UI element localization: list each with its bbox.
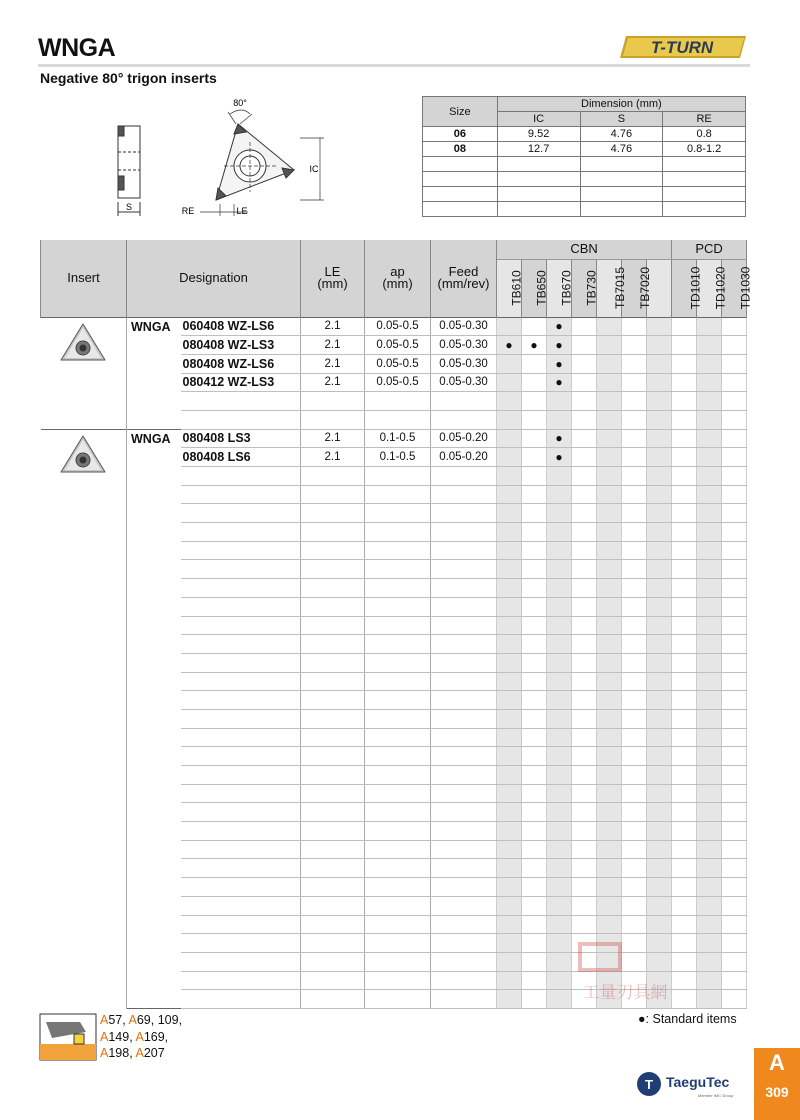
feed-value: 0.05-0.30 xyxy=(431,373,497,392)
insert-image-cell xyxy=(41,429,127,1008)
page-ref-number: 69, 109, xyxy=(136,1013,183,1027)
table-row xyxy=(41,317,747,336)
reference-line xyxy=(100,1045,182,1062)
table-row xyxy=(41,822,747,841)
reference-line xyxy=(100,1012,182,1029)
grade-availability xyxy=(597,354,622,373)
grade-availability xyxy=(647,354,672,373)
feed-value: 0.05-0.20 xyxy=(431,429,497,448)
table-row xyxy=(41,653,747,672)
ap-value: 0.05-0.5 xyxy=(365,336,431,355)
table-row: 06 9.52 4.76 0.8 xyxy=(423,127,746,142)
turning-application-icon xyxy=(40,1014,96,1060)
standard-item-dot: ● xyxy=(530,338,538,353)
s-header: S xyxy=(580,112,663,127)
designation-prefix: WNGA xyxy=(127,317,181,336)
page-ref-number: 198, xyxy=(108,1046,136,1060)
le-value: 2.1 xyxy=(301,429,365,448)
grade-availability xyxy=(572,336,597,355)
page-ref-link[interactable]: A xyxy=(100,1046,109,1060)
reference-pages xyxy=(100,1012,182,1062)
table-row xyxy=(41,373,747,392)
page-ref-link[interactable]: A xyxy=(135,1046,144,1060)
le-value: 2.1 xyxy=(301,373,365,392)
grade-header: TD1010 xyxy=(672,259,697,317)
grade-availability xyxy=(497,448,522,467)
grade-availability xyxy=(697,354,722,373)
pcd-header: PCD xyxy=(672,240,747,259)
s-label: S xyxy=(125,202,133,212)
table-row xyxy=(41,840,747,859)
grade-availability xyxy=(547,429,572,448)
grade-availability xyxy=(547,317,572,336)
standard-item-dot: ● xyxy=(555,431,563,446)
svg-text:T-TURN: T-TURN xyxy=(650,38,714,57)
grade-header: TB670 xyxy=(547,259,572,317)
trigon-insert-wz-icon xyxy=(57,320,109,368)
grade-header: TB650 xyxy=(522,259,547,317)
feed-value: 0.05-0.30 xyxy=(431,354,497,373)
grade-availability xyxy=(622,336,647,355)
grade-header: TD1020 xyxy=(697,259,722,317)
le-label: LE xyxy=(236,206,248,216)
ic-header: IC xyxy=(497,112,580,127)
grade-availability xyxy=(647,317,672,336)
re-header: RE xyxy=(663,112,746,127)
ap-value: 0.1-0.5 xyxy=(365,448,431,467)
grade-availability xyxy=(522,317,547,336)
table-row xyxy=(41,784,747,803)
grade-availability xyxy=(547,448,572,467)
table-row xyxy=(41,803,747,822)
insert-table xyxy=(40,240,753,1009)
designation: 080412 WZ-LS3 xyxy=(181,373,301,392)
table-row xyxy=(41,728,747,747)
table-row xyxy=(41,336,747,355)
grade-availability xyxy=(697,373,722,392)
grade-availability xyxy=(522,429,547,448)
designation: 080408 LS6 xyxy=(181,448,301,467)
designation-prefix: WNGA xyxy=(127,429,181,448)
grade-availability xyxy=(722,336,747,355)
dimension-group-header: Dimension (mm) xyxy=(497,97,745,112)
grade-availability xyxy=(647,429,672,448)
section-letter: A xyxy=(769,1050,785,1075)
section-tab xyxy=(754,1048,800,1120)
designation: 060408 WZ-LS6 xyxy=(181,317,301,336)
cbn-header: CBN xyxy=(497,240,672,259)
grade-availability xyxy=(597,373,622,392)
feed-value: 0.05-0.30 xyxy=(431,336,497,355)
grade-availability xyxy=(672,317,697,336)
standard-item-dot: ● xyxy=(555,375,563,390)
grade-availability xyxy=(497,354,522,373)
grade-availability xyxy=(497,336,522,355)
feed-value: 0.05-0.20 xyxy=(431,448,497,467)
page-ref-number: 207 xyxy=(143,1046,165,1060)
table-row xyxy=(41,915,747,934)
grade-availability xyxy=(622,429,647,448)
grade-availability xyxy=(672,448,697,467)
svg-text:TaeguTec: TaeguTec xyxy=(666,1074,730,1090)
le-value: 2.1 xyxy=(301,448,365,467)
le-value: 2.1 xyxy=(301,317,365,336)
grade-availability xyxy=(497,373,522,392)
dimension-table xyxy=(422,96,746,217)
le-header: LE (mm) xyxy=(301,240,365,317)
size-header: Size xyxy=(423,97,498,127)
grade-availability xyxy=(597,317,622,336)
table-row xyxy=(41,616,747,635)
page-ref-link[interactable]: A xyxy=(128,1013,137,1027)
table-row xyxy=(41,392,747,411)
grade-availability xyxy=(672,354,697,373)
grade-availability xyxy=(722,429,747,448)
table-row xyxy=(41,523,747,542)
grade-availability xyxy=(722,448,747,467)
table-row xyxy=(41,448,747,467)
table-row xyxy=(41,467,747,486)
table-row xyxy=(41,878,747,897)
le-value: 2.1 xyxy=(301,336,365,355)
grade-availability xyxy=(597,448,622,467)
table-row xyxy=(41,766,747,785)
svg-text:T: T xyxy=(645,1077,653,1092)
feed-header: Feed (mm/rev) xyxy=(431,240,497,317)
le-value: 2.1 xyxy=(301,354,365,373)
re-label: RE xyxy=(181,206,195,216)
table-row xyxy=(41,859,747,878)
table-row xyxy=(41,410,747,429)
grade-availability xyxy=(597,336,622,355)
feed-value: 0.05-0.30 xyxy=(431,317,497,336)
watermark xyxy=(560,940,690,1010)
grade-availability xyxy=(572,448,597,467)
table-row: 08 12.7 4.76 0.8-1.2 xyxy=(423,142,746,157)
grade-availability xyxy=(572,317,597,336)
grade-availability xyxy=(622,373,647,392)
table-row xyxy=(41,354,747,373)
standard-item-dot: ● xyxy=(505,338,513,353)
reference-line xyxy=(100,1029,182,1046)
grade-availability xyxy=(697,336,722,355)
standard-item-dot: ● xyxy=(555,356,563,371)
insert-drawing xyxy=(100,92,340,227)
grade-availability xyxy=(722,373,747,392)
grade-availability xyxy=(522,354,547,373)
ap-value: 0.1-0.5 xyxy=(365,429,431,448)
grade-availability xyxy=(672,336,697,355)
insert-header: Insert xyxy=(41,240,127,317)
trigon-insert-icon xyxy=(57,432,109,480)
page-ref-number: 169, xyxy=(143,1029,169,1044)
grade-availability xyxy=(697,317,722,336)
grade-availability xyxy=(572,354,597,373)
table-row xyxy=(41,709,747,728)
page-ref-number: 57, xyxy=(108,1013,129,1027)
grade-availability xyxy=(622,317,647,336)
table-row xyxy=(41,635,747,654)
insert-image-cell xyxy=(41,317,127,429)
grade-availability xyxy=(522,448,547,467)
svg-text:工量刃具網: 工量刃具網 xyxy=(582,983,668,1003)
grade-availability xyxy=(622,448,647,467)
grade-availability xyxy=(697,448,722,467)
grade-availability xyxy=(597,429,622,448)
table-row xyxy=(41,429,747,448)
page-number: 309 xyxy=(765,1084,789,1100)
t-turn-logo xyxy=(618,32,748,62)
grade-availability xyxy=(647,336,672,355)
ap-value: 0.05-0.5 xyxy=(365,373,431,392)
table-row xyxy=(41,896,747,915)
grade-availability xyxy=(522,373,547,392)
ap-header: ap (mm) xyxy=(365,240,431,317)
standard-item-dot: ● xyxy=(555,450,563,465)
grade-availability xyxy=(547,354,572,373)
table-row xyxy=(41,560,747,579)
grade-availability xyxy=(497,429,522,448)
grade-availability xyxy=(622,354,647,373)
table-row xyxy=(41,747,747,766)
page-ref-link[interactable]: A xyxy=(135,1029,144,1044)
grade-availability xyxy=(547,336,572,355)
grade-availability xyxy=(722,317,747,336)
page-ref-number: 149, xyxy=(108,1029,136,1044)
grade-header: TB730 xyxy=(572,259,597,317)
svg-text:Member IMC Group: Member IMC Group xyxy=(698,1093,734,1098)
angle-label: 80° xyxy=(233,98,247,108)
standard-item-dot: ● xyxy=(555,338,563,353)
ic-label: IC xyxy=(309,164,319,174)
grade-header: TB7020 xyxy=(622,259,647,317)
designation: 080408 WZ-LS6 xyxy=(181,354,301,373)
table-row xyxy=(41,579,747,598)
grade-header: TB7015 xyxy=(597,259,622,317)
grade-availability xyxy=(697,429,722,448)
grade-availability xyxy=(572,429,597,448)
designation-header: Designation xyxy=(127,240,301,317)
grade-availability xyxy=(672,429,697,448)
designation: 080408 WZ-LS3 xyxy=(181,336,301,355)
page-ref-link[interactable]: A xyxy=(100,1029,109,1044)
taegutec-logo xyxy=(636,1070,751,1100)
ap-value: 0.05-0.5 xyxy=(365,354,431,373)
page-ref-link[interactable]: A xyxy=(100,1013,109,1027)
grade-availability xyxy=(672,373,697,392)
title-rule xyxy=(38,64,750,67)
grade-availability xyxy=(647,373,672,392)
table-row xyxy=(41,485,747,504)
grade-availability xyxy=(572,373,597,392)
table-row xyxy=(41,691,747,710)
table-row xyxy=(41,672,747,691)
grade-header: TD1030 xyxy=(722,259,747,317)
grade-availability xyxy=(547,373,572,392)
standard-item-dot: ● xyxy=(555,319,563,334)
table-row xyxy=(41,504,747,523)
grade-availability xyxy=(722,354,747,373)
table-row xyxy=(41,541,747,560)
grade-header: TB610 xyxy=(497,259,522,317)
grade-availability xyxy=(522,336,547,355)
table-row xyxy=(41,597,747,616)
ap-value: 0.05-0.5 xyxy=(365,317,431,336)
legend: ●: Standard items xyxy=(638,1012,737,1026)
top-view xyxy=(200,110,324,216)
page-subtitle: Negative 80° trigon inserts xyxy=(40,70,217,86)
grade-availability xyxy=(497,317,522,336)
page-title: WNGA xyxy=(38,34,116,62)
grade-availability xyxy=(647,448,672,467)
designation: 080408 LS3 xyxy=(181,429,301,448)
